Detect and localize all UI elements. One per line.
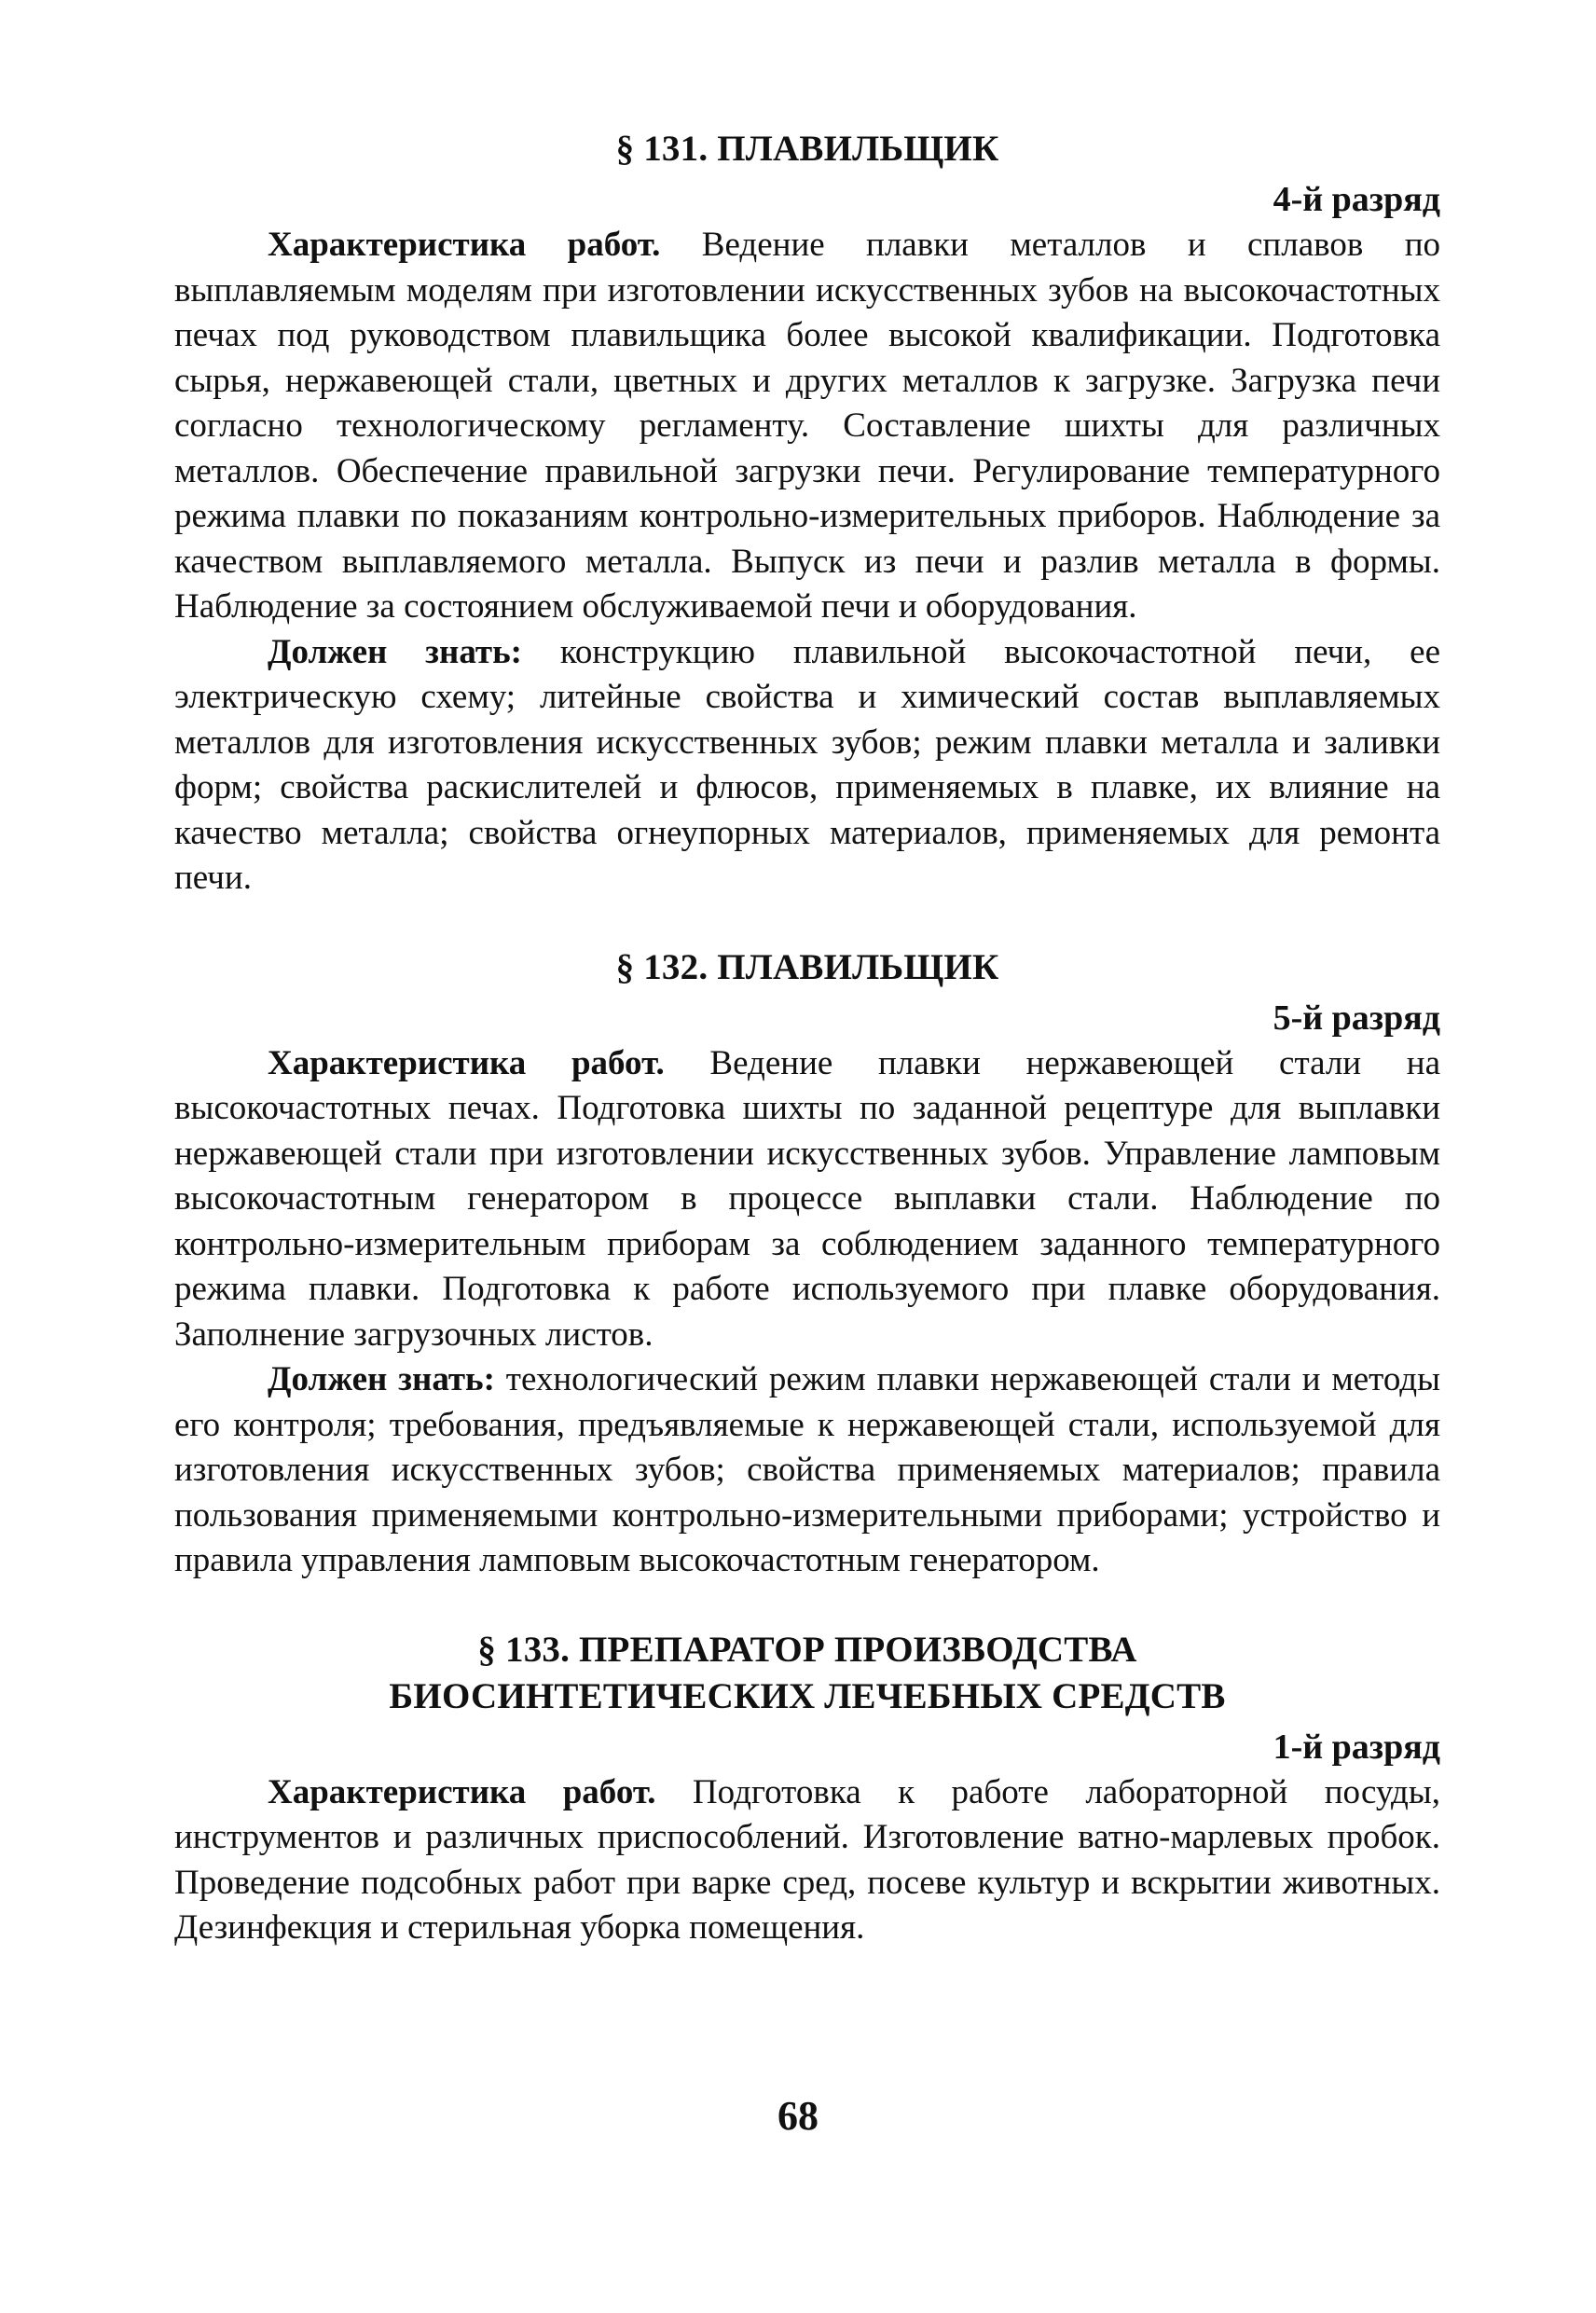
grade-label: 5-й разряд (1273, 998, 1440, 1038)
grade-label: 1-й разряд (1273, 1727, 1440, 1767)
section-title (174, 944, 1440, 991)
required-knowledge-paragraph (174, 1357, 1440, 1584)
section-title (174, 1627, 1440, 1720)
work-characteristics-paragraph (174, 1041, 1440, 1358)
work-characteristics-paragraph (174, 1770, 1440, 1951)
section-title (174, 126, 1440, 172)
section-title-line: § 133. ПРЕПАРАТОР ПРОИЗВОДСТВА (477, 1629, 1137, 1670)
grade-label: 4-й разряд (1273, 180, 1440, 219)
characteristics-text: Ведение плавки нержавеющей стали на высокочастотных печах. Подготовка шихты по заданной рецептуре для выплавки нержавеющей стали при изготовлении искусственных зубов. Управление ламповым высокочастотным генератором в процессе выплавки стали. Наблюдение по контрольно-измерительным приборам за соблюдением заданного температурного режима плавки. Подготовка к работе используемого при плавке оборудования. Заполнение загрузочных листов. (174, 1043, 1440, 1354)
knowledge-label: Должен знать: (268, 632, 522, 671)
section-title-line: § 132. ПЛАВИЛЬЩИК (615, 946, 999, 987)
characteristics-text: Ведение плавки металлов и сплавов по выплавляемым моделям при изготовлении искусственных зубов на высокочастотных печах под руководством плавильщика более высокой квалификации. Подготовка сырья, нержавеющей стали, цветных и других металлов к загрузке. Загрузка печи согласно технологическому регламенту. Составление шихты для различных металлов. Обеспечение правильной загрузки печи. Регулирование температурного режима плавки по показаниям контрольно-измерительных приборов. Наблюдение за качеством выплавляемого металла. Выпуск из печи и разлив металла в формы. Наблюдение за состоянием обслуживаемой печи и оборудования. (174, 226, 1440, 626)
section-132 (174, 944, 1440, 1584)
knowledge-text: технологический режим плавки нержавеющей стали и методы его контроля; требования, предъявляемые к нержавеющей стали, используемой для изготовления искусственных зубов; свойства применяемых материалов; правила пользования применяемыми контрольно-измерительными приборами; устройство и правила управления ламповым высокочастотным генератором. (174, 1360, 1440, 1579)
characteristics-text: Подготовка к работе лабораторной посуды, инструментов и различных приспособлений. Изготовление ватно-марлевых пробок. Проведение подсобных работ при варке сред, посеве культур и вскрытии животных. Дезинфекция и стерильная уборка помещения. (174, 1772, 1440, 1947)
characteristics-label: Характеристика работ. (268, 1772, 656, 1811)
page-number: 68 (777, 2093, 819, 2139)
section-131 (174, 126, 1440, 902)
section-title-line: § 131. ПЛАВИЛЬЩИК (615, 129, 999, 169)
knowledge-label: Должен знать: (268, 1360, 495, 1398)
work-characteristics-paragraph (174, 223, 1440, 630)
characteristics-label: Характеристика работ. (268, 226, 661, 264)
page-content (174, 126, 1440, 1951)
section-133 (174, 1627, 1440, 1951)
section-title-line: БИОСИНТЕТИЧЕСКИХ ЛЕЧЕБНЫХ СРЕДСТВ (389, 1675, 1226, 1716)
characteristics-label: Характеристика работ. (268, 1043, 665, 1082)
knowledge-text: конструкцию плавильной высокочастотной печи, ее электрическую схему; литейные свойства и химический состав выплавляемых металлов для изготовления искусственных зубов; режим плавки металла и заливки форм; свойства раскислителей и флюсов, применяемых в плавке, их влияние на качество металла; свойства огнеупорных материалов, применяемых для ремонта печи. (174, 632, 1440, 897)
required-knowledge-paragraph (174, 630, 1440, 902)
